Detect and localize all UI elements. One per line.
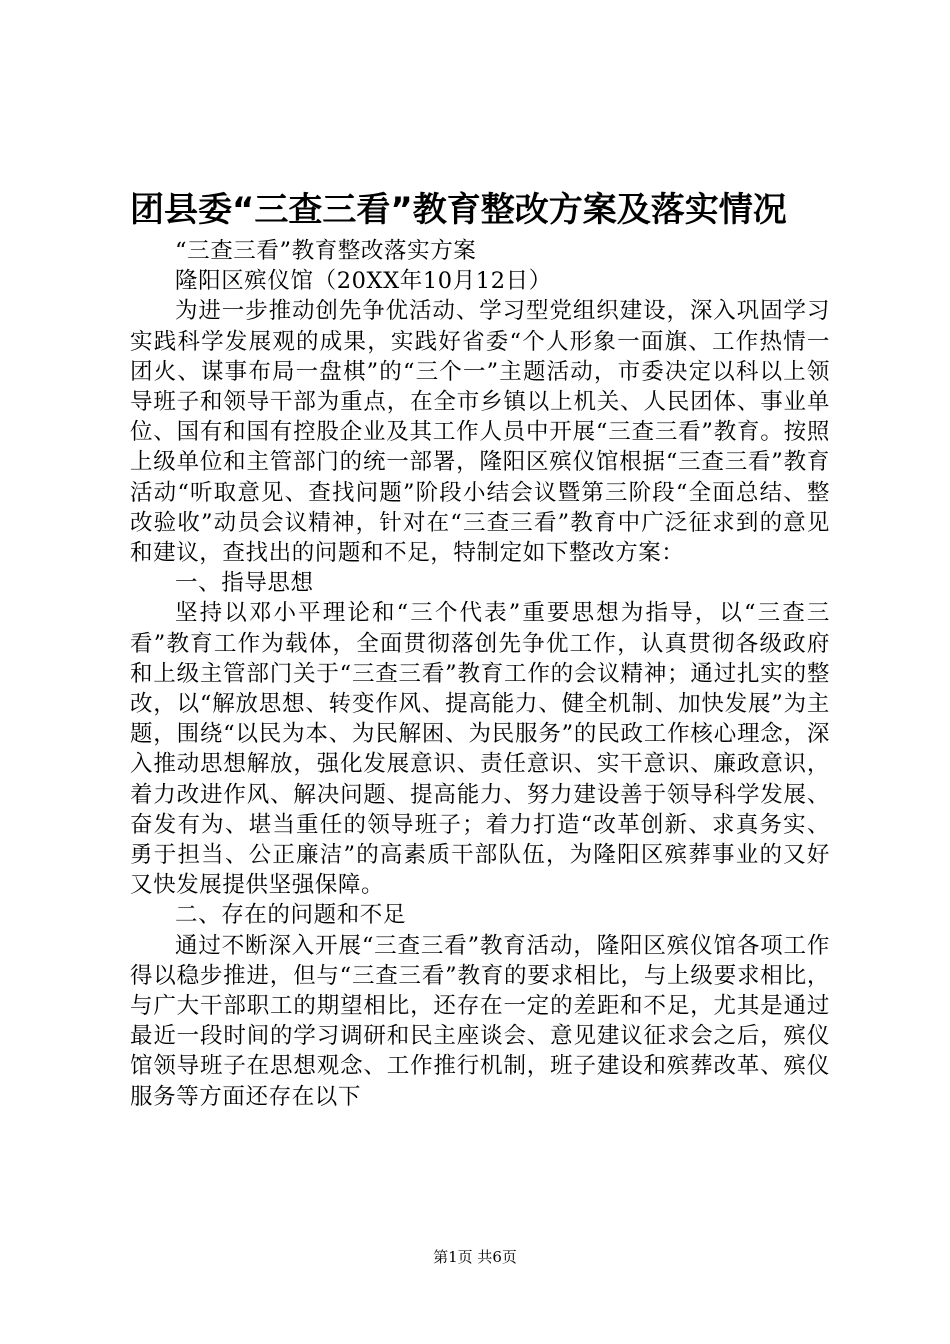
paragraph-intro: 为进一步推动创先争优活动、学习型党组织建设，深入巩固学习实践科学发展观的成果，实践好省委“个人形象一面旗、工作热情一团火、谋事布局一盘棋”的“三个一”主题活动，市委决定以科以上领导班子和领导干部为重点，在全市乡镇以上机关、人民团体、事业单位、国有和国有控股企业及其工作人员中开展“三查三看”教育。按照上级单位和主管部门的统一部署，隆阳区殡仪馆根据“三查三看”教育活动“听取意见、查找问题”阶段小结会议暨第三阶段“全面总结、整改验收”动员会议精神，针对在“三查三看”教育中广泛征求到的意见和建议，查找出的问题和不足，特制定如下整改方案： [130,298,830,567]
section-heading-guiding-ideology: 一、指导思想 [175,570,314,597]
page-number-footer: 第1页 共6页 [433,1248,517,1266]
paragraph-guiding-ideology: 坚持以邓小平理论和“三个代表”重要思想为指导，以“三查三看”教育工作为载体，全面贯彻落创先争优工作，认真贯彻各级政府和上级主管部门关于“三查三看”教育工作的会议精神；通过扎实的整改，以“解放思想、转变作风、提高能力、健全机制、加快发展”为主题，围绕“以民为本、为民解困、为民服务”的民政工作核心理念，深入推动思想解放，强化发展意识、责任意识、实干意识、廉政意识，着力改进作风、解决问题、提高能力、努力建设善于领导科学发展、奋发有为、堪当重任的领导班子；着力打造“改革创新、求真务实、勇于担当、公正廉洁”的高素质干部队伍，为隆阳区殡葬事业的又好又快发展提供坚强保障。 [130,600,830,899]
document-org-date: 隆阳区殡仪馆（20XX年10月12日） [175,268,552,295]
paragraph-problems: 通过不断深入开展“三查三看”教育活动，隆阳区殡仪馆各项工作得以稳步推进，但与“三查三看”教育的要求相比，与上级要求相比，与广大干部职工的期望相比，还存在一定的差距和不足，尤其是通过最近一段时间的学习调研和民主座谈会、意见建议征求会之后，殡仪馆领导班子在思想观念、工作推行机制，班子建设和殡葬改革、殡仪服务等方面还存在以下 [130,932,830,1110]
document-title: 团县委“三查三看”教育整改方案及落实情况 [130,190,787,230]
document-body [130,236,830,1112]
document-subtitle: “三查三看”教育整改落实方案 [175,238,477,264]
section-heading-problems: 二、存在的问题和不足 [175,902,407,929]
